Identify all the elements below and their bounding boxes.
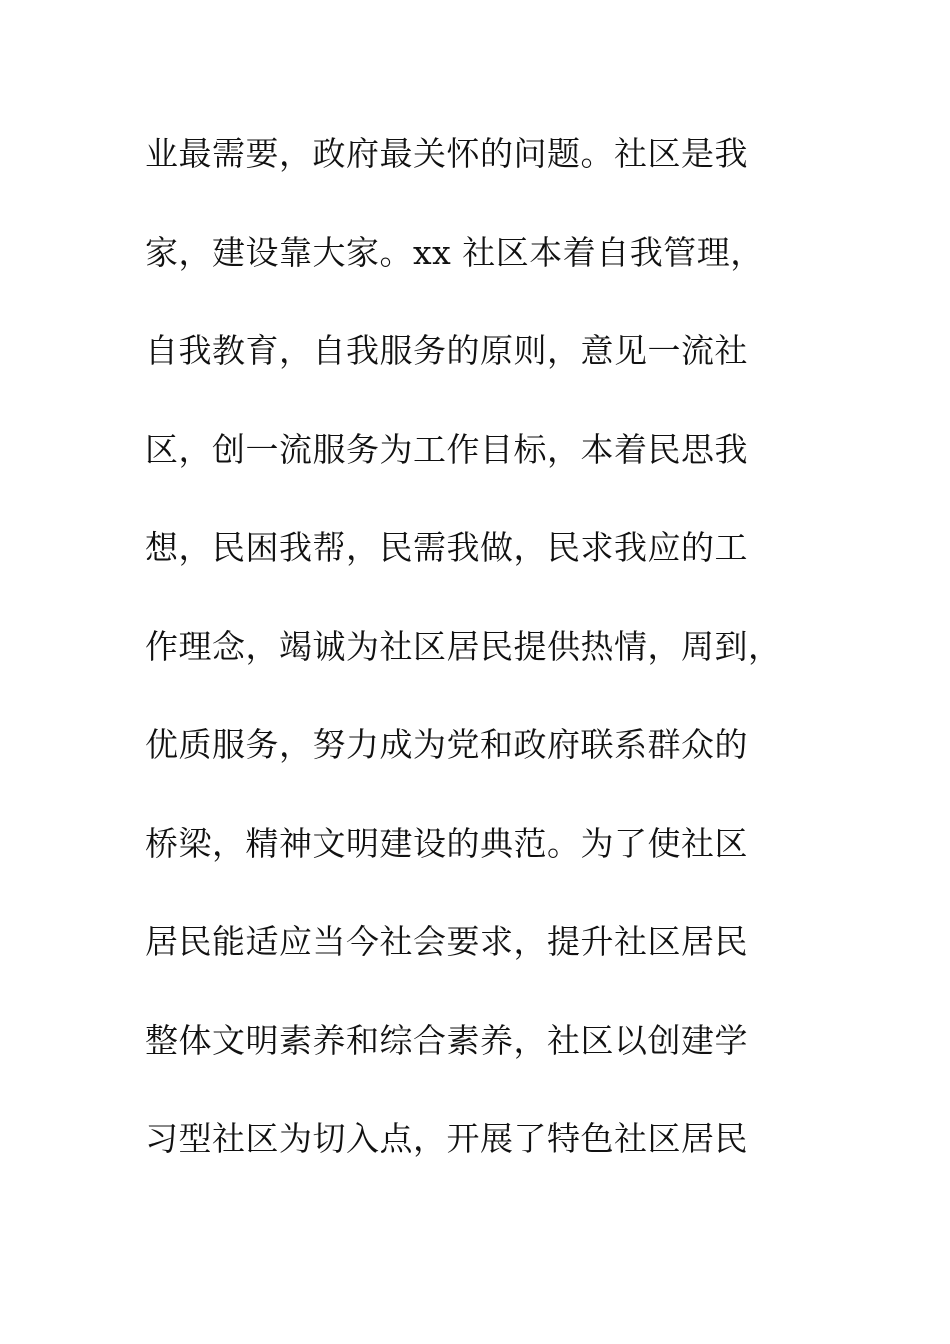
text-line: 自我教育，自我服务的原则，意见一流社 <box>145 331 748 370</box>
text-line: 居民能适应当今社会要求，提升社区居民 <box>145 922 748 961</box>
text-line: 区，创一流服务为工作目标，本着民思我 <box>145 429 748 469</box>
text-line: 想，民困我帮，民需我做，民求我应的工 <box>145 528 748 567</box>
text-line: 整体文明素养和综合素养，社区以创建学 <box>145 1020 748 1060</box>
text-line: 家，建设靠大家。xx 社区本着自我管理， <box>145 232 764 272</box>
body-text <box>145 124 825 1208</box>
text-line: 作理念，竭诚为社区居民提供热情，周到， <box>145 626 782 666</box>
text-line: 习型社区为切入点，开展了特色社区居民 <box>145 1119 748 1158</box>
text-line: 优质服务，努力成为党和政府联系群众的 <box>145 725 748 764</box>
text-line: 桥梁，精神文明建设的典范。为了使社区 <box>145 823 748 863</box>
text-line: 业最需要，政府最关怀的问题。社区是我 <box>145 134 748 173</box>
